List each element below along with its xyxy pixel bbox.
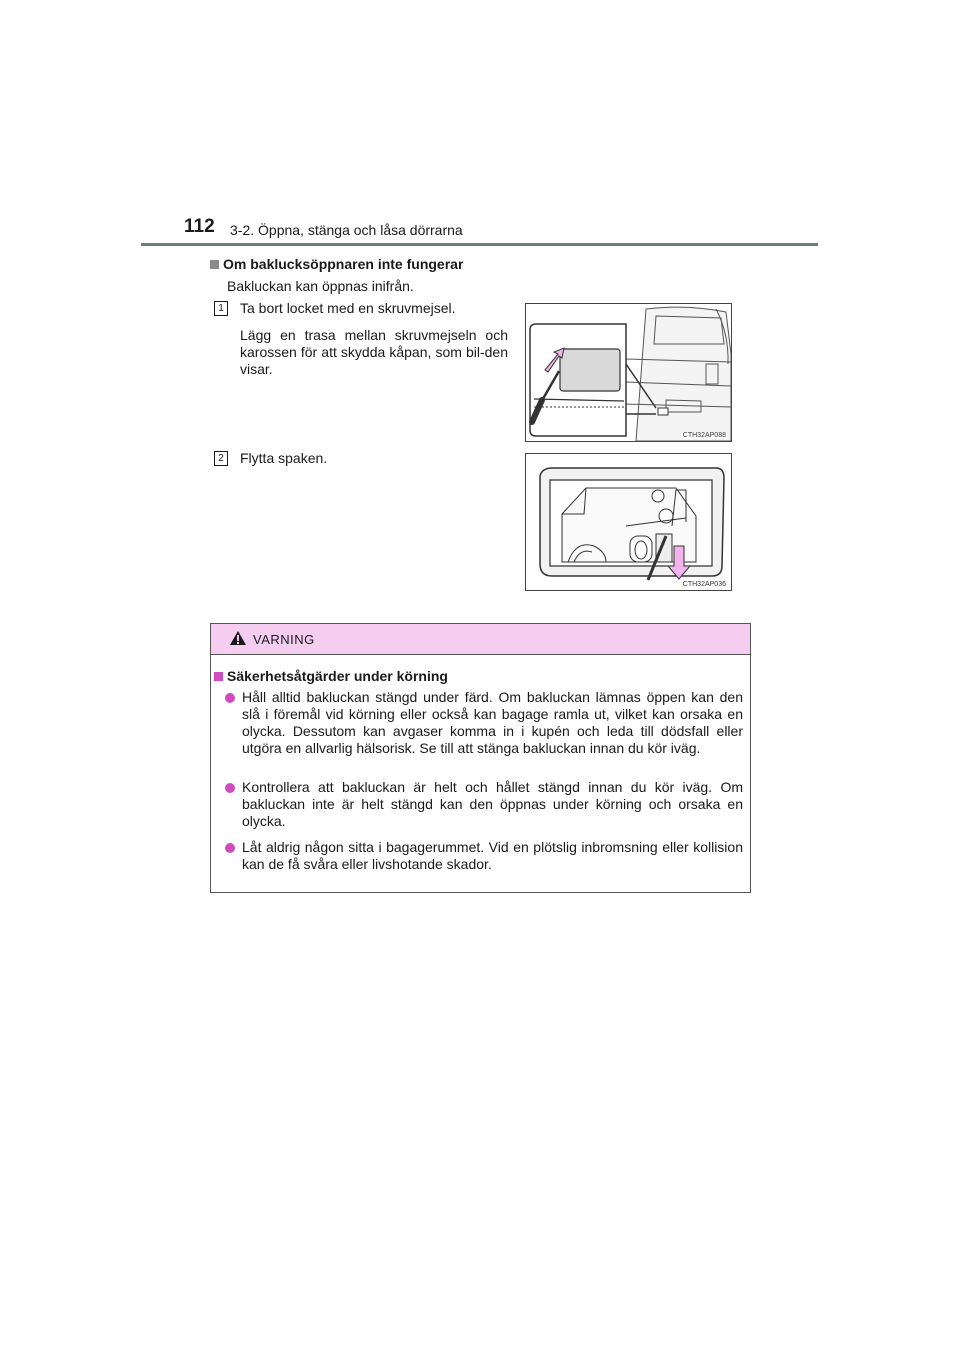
warning-body <box>211 655 750 892</box>
section-heading <box>210 256 463 272</box>
warning-subheading-text: Säkerhetsåtgärder under körning <box>227 668 448 684</box>
warning-triangle-icon <box>229 630 247 651</box>
warning-bullet-text: Låt aldrig någon sitta i bagagerummet. Vid en plötslig inbromsning eller kollision kan de få svåra eller livshotande skador. <box>242 839 743 872</box>
page-number: 112 <box>184 216 215 237</box>
figure-1 <box>525 303 732 442</box>
warning-bullet <box>225 839 743 873</box>
warning-bullet <box>225 779 743 830</box>
figure-1-code: CTH32AP088 <box>682 432 726 439</box>
section-heading-text: Om baklucksöppnaren inte fungerar <box>223 256 464 272</box>
figure-2-code: CTH32AP036 <box>682 581 726 588</box>
section-intro: Bakluckan kan öppnas inifrån. <box>227 278 414 294</box>
step-2-text: Flytta spaken. <box>240 450 328 466</box>
step-number-1: 1 <box>214 301 228 316</box>
square-bullet-icon <box>214 672 223 681</box>
step-1-note: Lägg en trasa mellan skruvmejseln och karossen för att skydda kåpan, som bil-den visar. <box>240 327 508 377</box>
round-bullet-icon <box>225 693 235 703</box>
header-rule <box>141 243 818 246</box>
section-title: 3-2. Öppna, stänga och låsa dörrarna <box>230 222 463 238</box>
round-bullet-icon <box>225 843 235 853</box>
tailgate-cover-removal-illustration <box>526 304 731 441</box>
warning-box <box>210 623 751 893</box>
warning-bullet-text: Håll alltid bakluckan stängd under färd. Om bakluckan lämnas öppen kan den slå i föremål vid körning eller också kan bagage ramla ut, vilket kan orsaka en olycka. Dessutom kan avgaser komma in i kupén och leda till dödsfall eller utgöra en allvarlig hälsorisk. Se till att stänga bakluckan innan du kör iväg. <box>242 689 743 756</box>
warning-bullet-text: Kontrollera att bakluckan är helt och hållet stängd innan du kör iväg. Om bakluckan inte är helt stängd kan den öppnas under körning och orsaka en olycka. <box>242 779 743 829</box>
warning-bullet <box>225 689 743 757</box>
square-bullet-icon <box>210 260 219 269</box>
round-bullet-icon <box>225 783 235 793</box>
warning-header <box>211 624 750 655</box>
step-number-2: 2 <box>214 451 228 466</box>
lever-release-illustration <box>526 454 731 590</box>
warning-title: VARNING <box>253 632 315 647</box>
step-1-text: Ta bort locket med en skruvmejsel. <box>240 300 456 316</box>
figure-2 <box>525 453 732 591</box>
warning-subheading <box>214 668 448 684</box>
